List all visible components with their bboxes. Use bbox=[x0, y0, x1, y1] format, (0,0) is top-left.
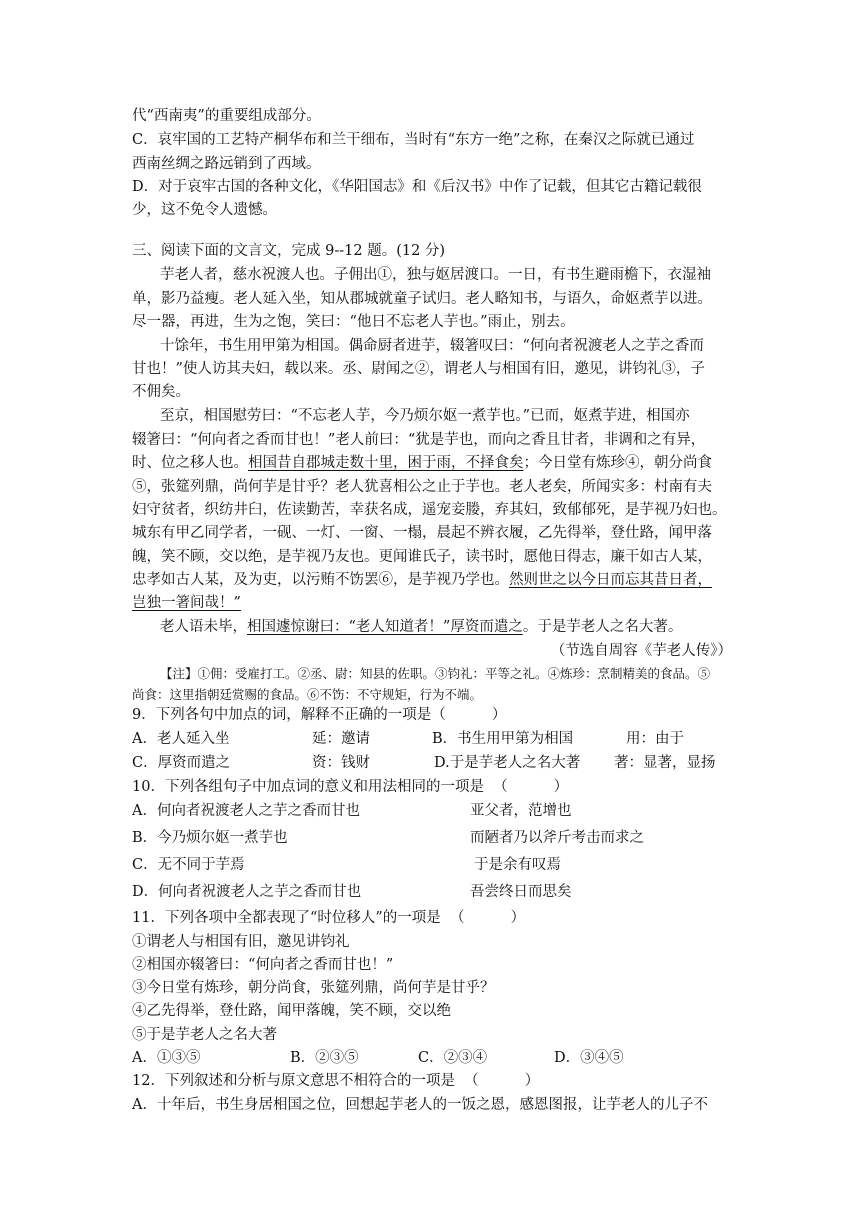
q11-item: ③今日堂有炼珍，朝分尚食，张筵列鼎，尚何芋是甘乎？ bbox=[132, 980, 495, 996]
section-heading: 三、阅读下面的文言文，完成 9--12 题。(12 分) bbox=[132, 243, 446, 259]
passage-line bbox=[160, 616, 682, 638]
q12-option-a: A．十年后，书生身居相国之位，回想起芋老人的一饭之恩，感恩图报，让芋老人的儿子不 bbox=[132, 1097, 708, 1113]
q9-option-c: C．厚资而遣之 bbox=[132, 755, 231, 771]
underlined-sentence: 相国昔自郡城走数十里，困于雨，不择食矣 bbox=[248, 455, 524, 471]
q10-option-d-left: D．何向者祝渡老人之芋之香而甘也 bbox=[132, 884, 362, 900]
annotation-note: 【注】①佣：受雇打工。②丞、尉：知县的佐职。③钧礼：平等之礼。④炼珍：烹制精美的食品。⑤ bbox=[160, 666, 711, 681]
passage-text: 时、位之移人也。 bbox=[132, 455, 248, 471]
q11-option-b: B．②③⑤ bbox=[290, 1050, 359, 1066]
passage-line: 城东有甲乙同学者，一砚、一灯、一窗、一榻，晨起不辨衣履，乙先得举，登仕路，闻甲落 bbox=[132, 525, 712, 541]
passage-line: 芋老人者，慈水祝渡人也。子佣出①，独与妪居渡口。一日，有书生避雨檐下，衣湿袖 bbox=[160, 267, 711, 283]
underlined-sentence: 相国遽惊谢曰：“老人知道者！”厚资而遣之 bbox=[247, 619, 523, 635]
option-d-line: D．对于哀牢古国的各种文化，《华阳国志》和《后汉书》中作了记载，但其它古籍记载很 bbox=[132, 179, 702, 195]
q9-option-d: D.于是芋老人之名大著 bbox=[434, 755, 581, 771]
q10-option-d-right: 吾尝终日而思矣 bbox=[470, 884, 572, 900]
annotation-note: 尚食：这里指朝廷赏赐的食品。⑥不饬：不守规矩，行为不端。 bbox=[132, 687, 483, 702]
passage-text: ；今日堂有炼珍④，朝分尚食 bbox=[523, 455, 712, 471]
passage-line: 尽一器，再进，生为之饱，笑曰：“他日不忘老人芋也。”雨止，别去。 bbox=[132, 314, 575, 330]
q10-option-a-left: A．何向者祝渡老人之芋之香而甘也 bbox=[132, 803, 360, 819]
passage-line: 辍箸曰：“何向者之香而甘也！”老人前曰：“犹是芋也，而向之香且甘者，非调和之有异， bbox=[132, 432, 706, 448]
q10-option-b-right: 而陋者乃以斧斤考击而求之 bbox=[470, 830, 644, 846]
passage-line: 不佣矣。 bbox=[132, 384, 190, 400]
q11-option-a: A．①③⑤ bbox=[132, 1050, 201, 1066]
passage-source: （节选自周容《芋老人传》） bbox=[550, 643, 732, 659]
q11-option-c: C．②③④ bbox=[418, 1050, 488, 1066]
q10-option-c-left: C．无不同于芋焉 bbox=[132, 857, 245, 873]
option-c-line: C．哀牢国的工艺特产桐华布和兰干细布，当时有“东方一绝”之称，在秦汉之际就已通过 bbox=[132, 132, 695, 148]
q11-item: ①谓老人与相国有旧，邀见讲钧礼 bbox=[132, 934, 350, 950]
q9-option-b: B．书生用甲第为相国 bbox=[432, 731, 574, 747]
passage-line: 妇守贫者，织纺井臼，佐读勤苦，幸获名成，遥宠妾媵，弃其妇，致郁郁死，是芋视乃妇也。 bbox=[132, 502, 727, 518]
q9-option-a-gloss: 延：邀请 bbox=[312, 731, 370, 747]
question-12-stem: 12．下列叙述和分析与原文意思不相符合的一项是 （ ） bbox=[132, 1073, 540, 1089]
passage-line: 魄，笑不顾，交以绝，是芋视乃友也。更闻谁氏子，读书时，愿他日得志，廉干如古人某， bbox=[132, 549, 712, 565]
passage-line: 十馀年，书生用甲第为相国。偶命厨者进芋，辍箸叹曰：“何向者祝渡老人之芋之香而 bbox=[160, 338, 704, 354]
underlined-sentence: 岂独一箸间哉！” bbox=[132, 595, 241, 611]
q9-option-a: A．老人延入坐 bbox=[132, 731, 230, 747]
passage-line: 西南丝绸之路远销到了西域。 bbox=[132, 156, 321, 172]
passage-line: ⑤，张筵列鼎，尚何芋是甘乎？老人犹喜相公之止于芋也。老人老矣，所闻实多：村南有夫 bbox=[132, 479, 712, 495]
passage-line bbox=[132, 569, 712, 591]
passage-line: 甘也！”使人访其夫妇，载以来。丞、尉闻之②，谓老人与相国有旧，邀见，讲钧礼③，子 bbox=[132, 361, 705, 377]
q10-option-c-right: 于是余有叹焉 bbox=[474, 857, 561, 873]
q9-option-b-gloss: 用：由于 bbox=[626, 731, 684, 747]
q11-item: ⑤于是芋老人之名大著 bbox=[132, 1027, 277, 1043]
q11-item: ④乙先得举，登仕路，闻甲落魄，笑不顾，交以绝 bbox=[132, 1003, 451, 1019]
q11-item: ②相国亦辍箸曰：“何向者之香而甘也！” bbox=[132, 957, 394, 973]
passage-line: 代“西南夷”的重要组成部分。 bbox=[132, 108, 321, 124]
passage-line bbox=[132, 452, 712, 474]
passage-text: 老人语未毕， bbox=[160, 619, 247, 635]
passage-line bbox=[132, 592, 241, 614]
q11-option-d: D．③④⑤ bbox=[554, 1050, 624, 1066]
passage-text: 忠孝如古人某，及为吏，以污贿不饬罢⑥，是芋视乃学也。 bbox=[132, 572, 509, 588]
question-11-stem: 11．下列各项中全都表现了“时位移人”的一项是 （ ） bbox=[132, 910, 526, 926]
passage-line: 至京，相国慰劳曰：“不忘老人芋，今乃烦尔妪一煮芋也。”已而，妪煮芋进，相国亦 bbox=[160, 408, 690, 424]
passage-text: 。于是芋老人之名大著。 bbox=[522, 619, 683, 635]
question-10-stem: 10．下列各组句子中加点词的意义和用法相同的一项是 （ ） bbox=[132, 779, 569, 795]
passage-line: 单，影乃益瘦。老人延入坐，知从郡城就童子试归。老人略知书，与语久，命妪煮芋以进。 bbox=[132, 291, 712, 307]
q9-option-c-gloss: 资：钱财 bbox=[312, 755, 370, 771]
passage-line: 少，这不免令人遗憾。 bbox=[132, 202, 277, 218]
underlined-sentence: 然则世之以今日而忘其昔日者， bbox=[509, 572, 712, 588]
q9-option-d-gloss: 著：显著，显扬 bbox=[614, 755, 716, 771]
question-9-stem: 9．下列各句中加点的词，解释不正确的一项是（ ） bbox=[132, 707, 507, 723]
q10-option-a-right: 亚父者，范增也 bbox=[470, 803, 572, 819]
q10-option-b-left: B．今乃烦尔妪一煮芋也 bbox=[132, 830, 288, 846]
